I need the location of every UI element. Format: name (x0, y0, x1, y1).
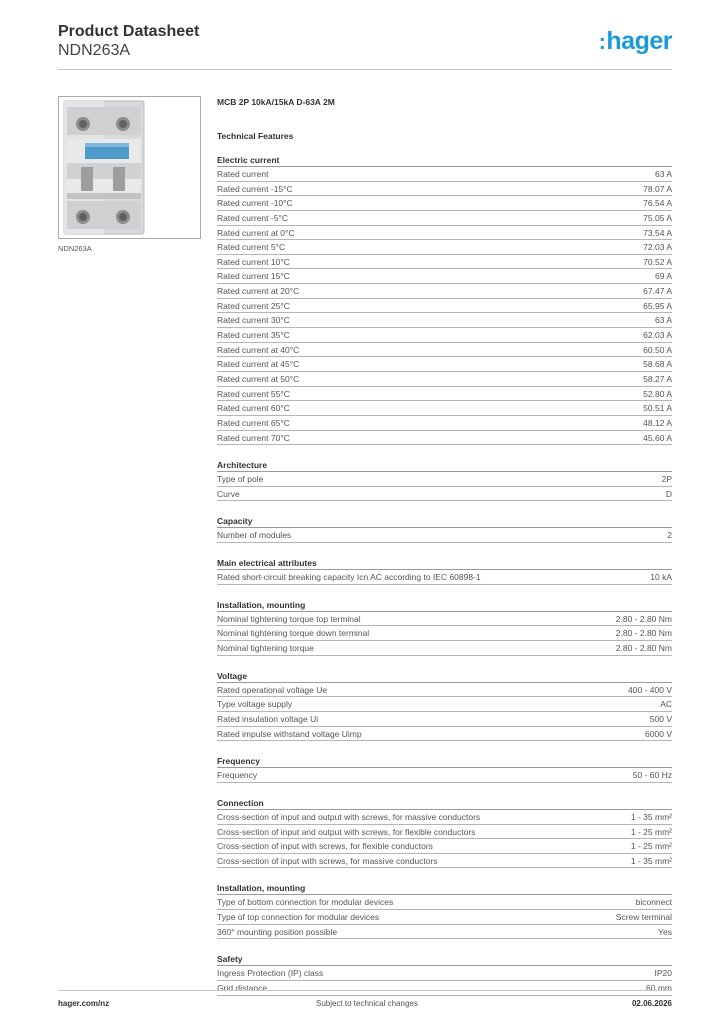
spec-label: Cross-section of input and output with screws, for flexible conductors (217, 826, 476, 837)
footer-date: 02.06.2026 (631, 999, 672, 1008)
spec-label: Number of modules (217, 530, 292, 541)
page-header (58, 22, 672, 70)
spec-value: 65.95 A (643, 300, 672, 311)
spec-label: 360° mounting position possible (217, 926, 338, 937)
spec-row (217, 269, 672, 284)
spec-row (217, 182, 672, 197)
section-title: Safety (217, 953, 672, 966)
spec-label: Rated current 30°C (217, 315, 290, 326)
spec-value: 63 A (654, 315, 672, 326)
section-title: Architecture (217, 459, 672, 472)
spec-row (217, 712, 672, 727)
spec-value: 67.47 A (643, 286, 672, 297)
spec-row (217, 626, 672, 641)
spec-row (217, 401, 672, 416)
page-footer (58, 990, 672, 1016)
spec-value: 2.80 - 2.80 Nm (615, 613, 672, 624)
spec-label: Cross-section of input with screws, for massive conductors (217, 855, 438, 866)
spec-value: 58.68 A (643, 359, 672, 370)
spec-label: Cross-section of input and output with screws, for massive conductors (217, 811, 481, 822)
technical-features-title: Technical Features (217, 131, 294, 141)
spec-row (217, 387, 672, 402)
spec-row (217, 641, 672, 656)
spec-label: Ingress Protection (IP) class (217, 968, 324, 979)
spec-label: Rated operational voltage Ue (217, 684, 328, 695)
spec-row (217, 910, 672, 925)
spec-value: 2P (661, 474, 672, 485)
section-title: Electric current (217, 154, 672, 167)
spec-value: IP20 (654, 968, 672, 979)
spec-value: 73.54 A (643, 227, 672, 238)
spec-label: Rated current 5°C (217, 242, 286, 253)
spec-label: Nominal tightening torque down terminal (217, 628, 370, 639)
spec-label: Rated current 25°C (217, 300, 290, 311)
spec-row (217, 211, 672, 226)
spec-label: Rated current at 20°C (217, 286, 300, 297)
spec-row (217, 255, 672, 270)
spec-label: Rated current at 45°C (217, 359, 300, 370)
spec-value: 70.52 A (643, 256, 672, 267)
section-title: Main electrical attributes (217, 557, 672, 570)
spec-row (217, 839, 672, 854)
spec-row (217, 357, 672, 372)
spec-value: 500 V (649, 713, 672, 724)
spec-value: 62.03 A (643, 330, 672, 341)
section-title: Capacity (217, 515, 672, 528)
spec-value: 60 mm (646, 982, 672, 993)
spec-value: 58.27 A (643, 373, 672, 384)
spec-value: 1 - 35 mm² (630, 811, 672, 822)
spec-label: Rated current -15°C (217, 183, 293, 194)
spec-label: Rated current 60°C (217, 403, 290, 414)
spec-section (217, 459, 672, 501)
spec-value: 63 A (654, 169, 672, 179)
spec-row (217, 431, 672, 446)
spec-value: Yes (658, 926, 672, 937)
spec-row (217, 313, 672, 328)
spec-value: 6000 V (645, 728, 672, 739)
spec-value: 76.54 A (643, 198, 672, 209)
footer-website[interactable]: hager.com/nz (58, 999, 110, 1008)
spec-sections (217, 154, 672, 996)
logo-dots: : (598, 29, 606, 54)
hager-logo (599, 26, 672, 57)
spec-row (217, 226, 672, 241)
spec-row (217, 895, 672, 910)
spec-row (217, 612, 672, 627)
footer-notice: Subject to technical changes (316, 999, 418, 1008)
spec-value: 10 kA (650, 572, 672, 583)
spec-value: 2 (667, 530, 672, 541)
spec-label: Grid distance (217, 982, 268, 993)
spec-label: Rated current -5°C (217, 212, 288, 223)
spec-value: 50 - 60 Hz (632, 770, 672, 781)
spec-label: Nominal tightening torque top terminal (217, 613, 361, 624)
spec-value: 72.03 A (643, 242, 672, 253)
spec-value: 69 A (654, 271, 672, 282)
spec-section (217, 882, 672, 939)
spec-row (217, 299, 672, 314)
spec-label: Type of pole (217, 474, 264, 485)
spec-section (217, 670, 672, 742)
spec-row (217, 528, 672, 543)
spec-value: 52.80 A (643, 388, 672, 399)
spec-section (217, 154, 672, 445)
spec-label: Rated current 65°C (217, 417, 290, 428)
spec-label: Rated current at 40°C (217, 344, 300, 355)
spec-row (217, 343, 672, 358)
spec-row (217, 487, 672, 502)
spec-value: 1 - 35 mm² (630, 855, 672, 866)
product-name: MCB 2P 10kA/15kA D-63A 2M (217, 97, 335, 107)
spec-value: 2.80 - 2.80 Nm (615, 628, 672, 639)
section-title: Frequency (217, 755, 672, 768)
spec-label: Type of top connection for modular devices (217, 912, 380, 923)
spec-row (217, 966, 672, 981)
spec-label: Rated short-circuit breaking capacity Icn AC according to IEC 60898-1 (217, 572, 481, 583)
spec-value: 1 - 25 mm² (630, 841, 672, 852)
spec-row (217, 925, 672, 940)
spec-row (217, 416, 672, 431)
spec-value: biconnect (635, 897, 672, 908)
spec-value: 2.80 - 2.80 Nm (615, 643, 672, 654)
spec-label: Nominal tightening torque (217, 643, 314, 654)
spec-row (217, 768, 672, 783)
spec-row (217, 167, 672, 182)
spec-label: Frequency (217, 770, 258, 781)
circuit-breaker-icon (59, 97, 200, 238)
spec-row (217, 727, 672, 742)
spec-value: 78.07 A (643, 183, 672, 194)
spec-row (217, 854, 672, 869)
spec-label: Rated insulation voltage Ui (217, 713, 319, 724)
spec-value: AC (660, 699, 672, 710)
spec-row (217, 284, 672, 299)
section-title: Installation, mounting (217, 882, 672, 895)
spec-value: 48.12 A (643, 417, 672, 428)
spec-section (217, 797, 672, 869)
spec-value: 400 - 400 V (628, 684, 672, 695)
spec-row (217, 810, 672, 825)
spec-label: Rated current -10°C (217, 198, 293, 209)
spec-row (217, 328, 672, 343)
spec-row (217, 196, 672, 211)
spec-label: Rated current 10°C (217, 256, 290, 267)
spec-label: Cross-section of input with screws, for flexible conductors (217, 841, 433, 852)
spec-row (217, 570, 672, 585)
logo-text: hager (606, 27, 672, 55)
section-title: Voltage (217, 670, 672, 683)
section-title: Installation, mounting (217, 599, 672, 612)
spec-section (217, 599, 672, 656)
spec-value: 60.50 A (643, 344, 672, 355)
spec-label: Rated current 35°C (217, 330, 290, 341)
spec-row (217, 372, 672, 387)
spec-section (217, 515, 672, 543)
spec-row (217, 683, 672, 698)
section-title: Connection (217, 797, 672, 810)
spec-section (217, 557, 672, 585)
image-caption: NDN263A (58, 244, 92, 253)
spec-value: 75.05 A (643, 212, 672, 223)
spec-label: Rated current at 50°C (217, 373, 300, 384)
spec-value: D (665, 488, 672, 499)
spec-label: Rated impulse withstand voltage Uimp (217, 728, 362, 739)
spec-label: Type voltage supply (217, 699, 293, 710)
product-code: NDN263A (58, 42, 131, 59)
spec-label: Rated current at 0°C (217, 227, 295, 238)
datasheet-content (217, 96, 672, 996)
spec-label: Rated current 70°C (217, 432, 290, 443)
spec-section (217, 755, 672, 783)
spec-label: Type of bottom connection for modular devices (217, 897, 394, 908)
spec-value: 1 - 25 mm² (630, 826, 672, 837)
product-image (58, 96, 201, 239)
spec-value: Screw terminal (615, 912, 672, 923)
spec-row (217, 472, 672, 487)
spec-label: Rated current (217, 169, 269, 179)
spec-label: Curve (217, 488, 240, 499)
spec-row (217, 697, 672, 712)
page-title: Product Datasheet (58, 23, 200, 40)
spec-row (217, 825, 672, 840)
spec-row (217, 240, 672, 255)
spec-value: 45.60 A (643, 432, 672, 443)
spec-label: Rated current 55°C (217, 388, 290, 399)
spec-value: 50.51 A (643, 403, 672, 414)
spec-label: Rated current 15°C (217, 271, 290, 282)
